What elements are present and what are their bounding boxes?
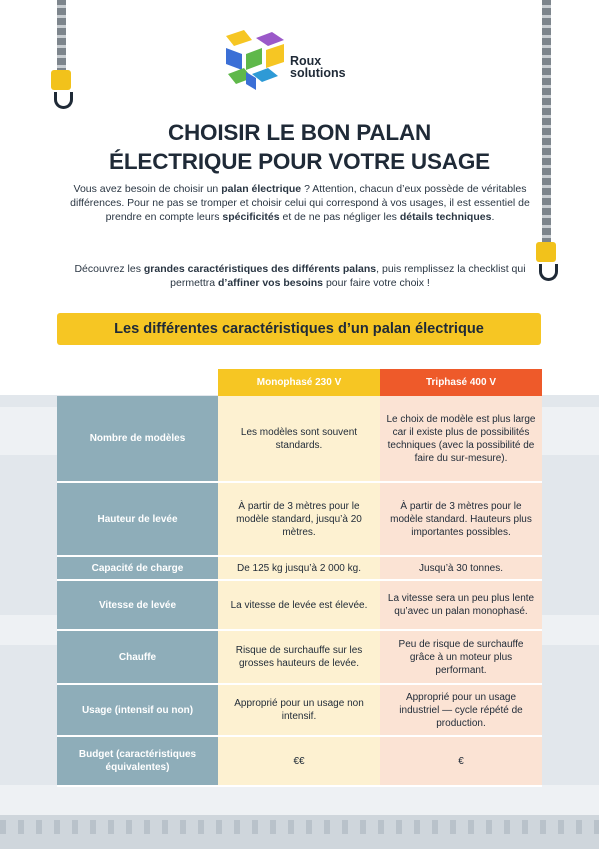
table-row <box>57 557 542 581</box>
cell-triphase: Approprié pour un usage industriel — cycle répété de production. <box>380 685 542 737</box>
intro-paragraph-1: Vous avez besoin de choisir un palan électrique ? Attention, chacun d’eux possède de véritables différences. Pour ne pas se tromper et choisir celui qui correspond à vos usages, il est essentiel de prendre en compte leurs spécificités et de ne pas négliger les détails techniques. <box>70 183 530 223</box>
cell-monophase: À partir de 3 mètres pour le modèle standard, jusqu’à 20 mètres. <box>218 483 380 557</box>
row-label: Usage (intensif ou non) <box>57 685 218 737</box>
cell-triphase: Jusqu’à 30 tonnes. <box>380 557 542 581</box>
right-hook-icon <box>539 264 558 281</box>
page-title <box>0 118 599 176</box>
cell-monophase: De 125 kg jusqu’à 2 000 kg. <box>218 557 380 581</box>
cell-monophase: Risque de surchauffe sur les grosses hauteurs de levée. <box>218 631 380 685</box>
comparison-table <box>57 369 542 787</box>
left-chain <box>57 0 66 72</box>
table-row <box>57 483 542 557</box>
table-row <box>57 631 542 685</box>
table-row <box>57 685 542 737</box>
row-label: Vitesse de levée <box>57 581 218 631</box>
cell-triphase: € <box>380 737 542 787</box>
cell-monophase: €€ <box>218 737 380 787</box>
section-banner: Les différentes caractéristiques d’un palan électrique <box>57 313 541 345</box>
cell-triphase: À partir de 3 mètres pour le modèle standard. Hauteurs plus importantes possibles. <box>380 483 542 557</box>
header-monophase: Monophasé 230 V <box>218 369 380 396</box>
cell-monophase: Approprié pour un usage non intensif. <box>218 685 380 737</box>
row-label: Budget (caractéristiques équivalentes) <box>57 737 218 787</box>
right-hook-block <box>536 242 556 262</box>
table-row <box>57 396 542 483</box>
row-label: Chauffe <box>57 631 218 685</box>
roux-logo-icon <box>222 30 288 92</box>
logo-wordmark <box>290 55 346 79</box>
logo-line2: solutions <box>290 66 346 80</box>
cell-monophase: La vitesse de levée est élevée. <box>218 581 380 631</box>
table-corner <box>57 369 218 396</box>
cell-triphase: Peu de risque de surchauffe grâce à un moteur plus performant. <box>380 631 542 685</box>
header-triphase: Triphasé 400 V <box>380 369 542 396</box>
logo-line1: Roux <box>290 54 322 68</box>
table-row <box>57 737 542 787</box>
title-line2: ÉLECTRIQUE POUR VOTRE USAGE <box>109 149 490 174</box>
table-row <box>57 581 542 631</box>
left-hook-block <box>51 70 71 90</box>
row-label: Capacité de charge <box>57 557 218 581</box>
title-line1: CHOISIR LE BON PALAN <box>167 120 432 145</box>
row-label: Nombre de modèles <box>57 396 218 483</box>
cell-triphase: Le choix de modèle est plus large car il existe plus de possibilités techniques (avec la possibilité de faire du sur-mesure). <box>380 396 542 483</box>
intro-paragraph-2: Découvrez les grandes caractéristiques des différents palans, puis remplissez la checklist qui permettra d’affiner vos besoins pour faire votre choix ! <box>74 263 526 289</box>
cell-monophase: Les modèles sont souvent standards. <box>218 396 380 483</box>
background-rail <box>0 820 599 834</box>
cell-triphase: La vitesse sera un peu plus lente qu’avec un palan monophasé. <box>380 581 542 631</box>
left-hook-icon <box>54 92 73 109</box>
row-label: Hauteur de levée <box>57 483 218 557</box>
